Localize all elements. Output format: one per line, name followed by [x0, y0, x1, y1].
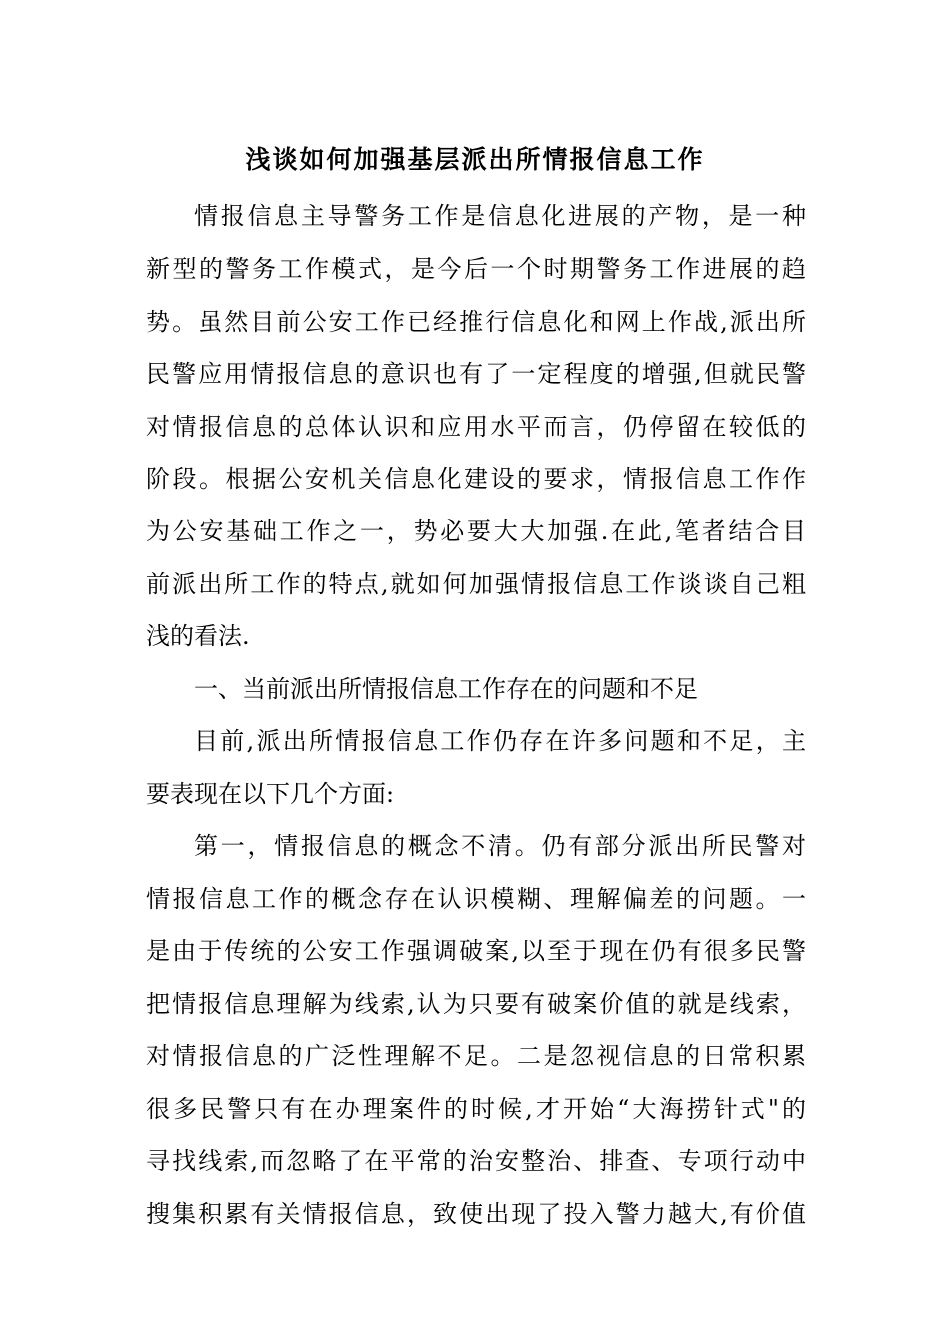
- paragraph-line: 民警应用情报信息的意识也有了一定程度的增强,但就民警: [146, 360, 806, 388]
- paragraph-line: 目前,派出所情报信息工作仍存在许多问题和不足，主: [194, 727, 806, 755]
- paragraph-line: 第一，情报信息的概念不清。仍有部分派出所民警对: [194, 832, 806, 860]
- paragraph-line: 为公安基础工作之一，势必要大大加强.在此,笔者结合目: [146, 517, 806, 545]
- paragraph-line: 情报信息主导警务工作是信息化进展的产物，是一种: [194, 202, 806, 230]
- paragraph-line: 要表现在以下几个方面:: [146, 780, 395, 808]
- paragraph-line: 浅的看法.: [146, 622, 250, 650]
- paragraph-line: 把情报信息理解为线索,认为只要有破案价值的就是线索，: [146, 990, 806, 1018]
- paragraph-line: 势。虽然目前公安工作已经推行信息化和网上作战,派出所: [146, 308, 806, 336]
- paragraph-line: 寻找线索,而忽略了在平常的治安整治、排查、专项行动中: [146, 1147, 806, 1175]
- paragraph-line: 是由于传统的公安工作强调破案,以至于现在仍有很多民警: [146, 937, 806, 965]
- paragraph-line: 情报信息工作的概念存在认识模糊、理解偏差的问题。一: [146, 885, 806, 913]
- paragraph-line: 新型的警务工作模式，是今后一个时期警务工作进展的趋: [146, 255, 806, 283]
- document-title: 浅谈如何加强基层派出所情报信息工作: [245, 145, 705, 174]
- paragraph-line: 阶段。根据公安机关信息化建设的要求，情报信息工作作: [146, 465, 806, 493]
- paragraph-line: 搜集积累有关情报信息，致使出现了投入警力越大,有价值: [146, 1200, 806, 1228]
- paragraph-line: 对情报信息的总体认识和应用水平而言，仍停留在较低的: [146, 413, 806, 441]
- paragraph-line: 前派出所工作的特点,就如何加强情报信息工作谈谈自己粗: [146, 570, 806, 598]
- paragraph-line: 很多民警只有在办理案件的时候,才开始“大海捞针式"的: [146, 1095, 806, 1123]
- section-heading: 一、当前派出所情报信息工作存在的问题和不足: [194, 675, 698, 703]
- paragraph-line: 对情报信息的广泛性理解不足。二是忽视信息的日常积累: [146, 1042, 806, 1070]
